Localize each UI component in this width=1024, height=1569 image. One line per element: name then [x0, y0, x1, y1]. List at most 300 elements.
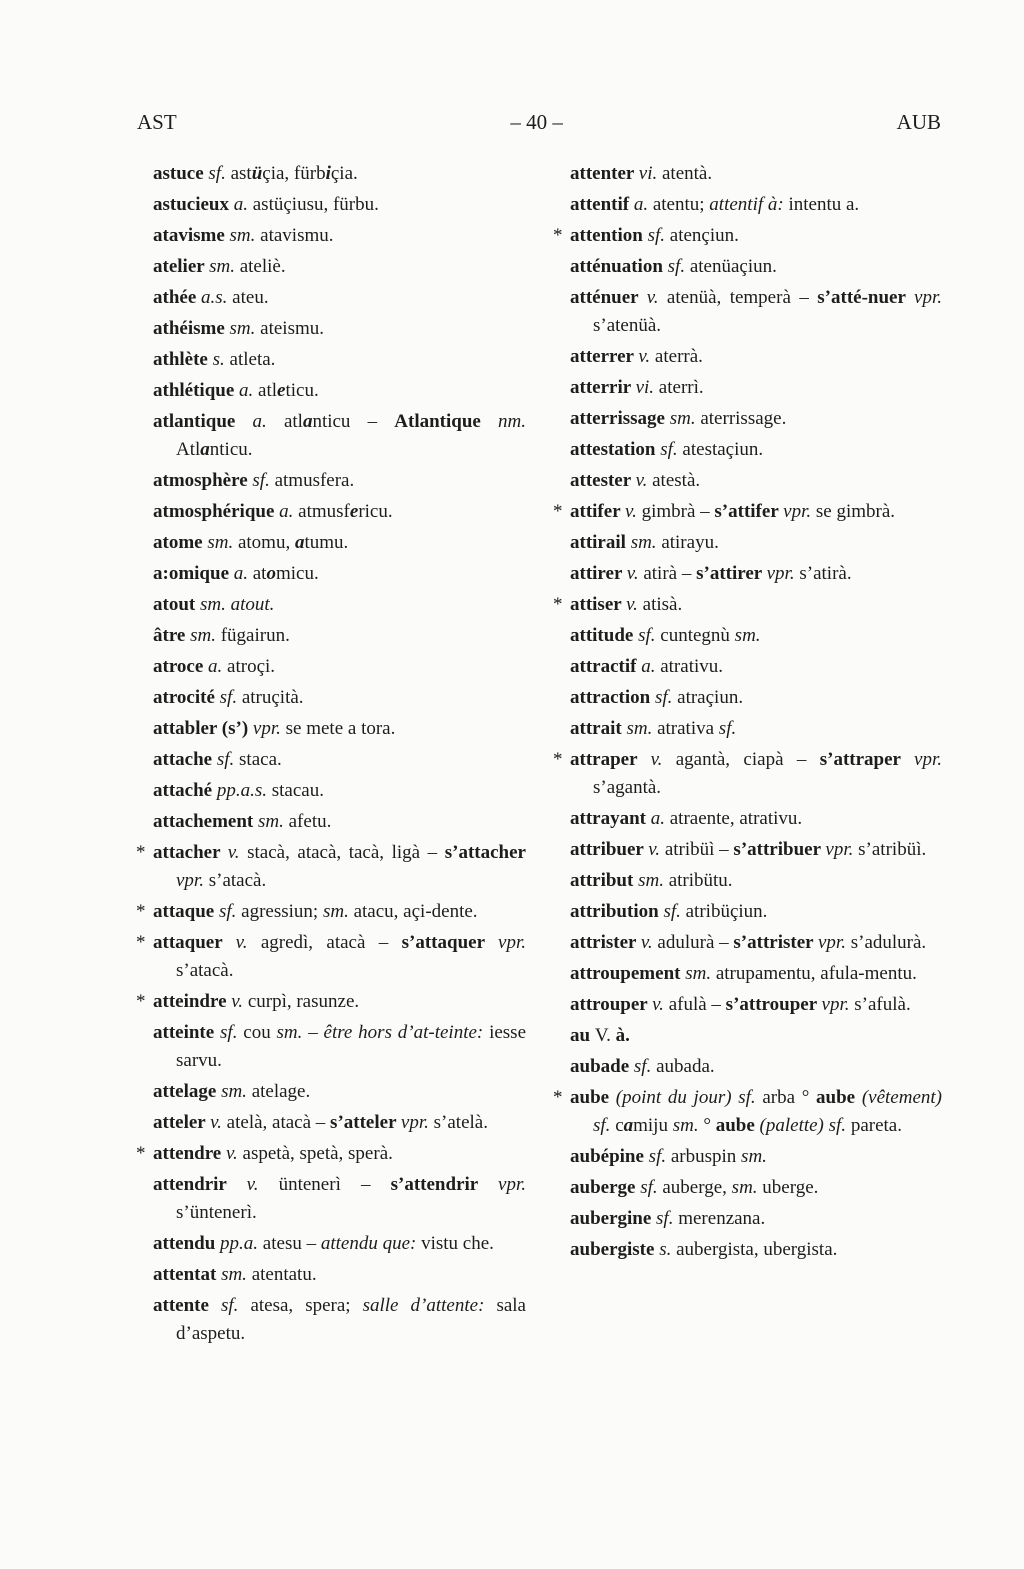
- entry-attachement: [136, 808, 526, 836]
- entry-attraction: [553, 684, 942, 712]
- text-segment: attendre: [153, 1143, 226, 1164]
- text-segment: gimbrà –: [641, 501, 715, 522]
- text-segment: atteinte: [153, 1022, 221, 1043]
- text-segment: nm.: [498, 411, 526, 432]
- text-segment: atleta.: [229, 349, 276, 370]
- text-segment: agantà, ciapà –: [675, 749, 820, 770]
- text-segment: atribüçiun.: [685, 901, 768, 922]
- text-segment: s’atenüà.: [593, 315, 662, 336]
- text-segment: aterrà.: [654, 346, 703, 367]
- text-segment: aube: [715, 1115, 760, 1136]
- text-segment: a.: [633, 194, 653, 215]
- text-segment: a.: [650, 808, 670, 829]
- entry-attrait: [553, 715, 942, 743]
- text-segment: çia.: [330, 163, 358, 184]
- text-segment: cou: [243, 1022, 277, 1043]
- text-segment: attraction: [570, 687, 655, 708]
- text-segment: atrativu.: [660, 656, 723, 677]
- text-segment: atrupamentu, afula-mentu.: [715, 963, 917, 984]
- text-segment: s’atelà.: [433, 1112, 488, 1133]
- dictionary-column-left: [136, 160, 526, 1351]
- guide-word-right: AUB: [896, 110, 941, 134]
- text-segment: atavismu.: [260, 225, 334, 246]
- entry-atteler: [136, 1109, 526, 1137]
- text-segment: s’afulà.: [854, 994, 911, 1015]
- text-segment: attribution: [570, 901, 664, 922]
- text-segment: ricu.: [358, 501, 393, 522]
- entry-astuce: [136, 160, 526, 188]
- text-segment: a.: [239, 380, 259, 401]
- text-segment: a.s.: [201, 287, 233, 308]
- text-segment: atroçi.: [227, 656, 276, 677]
- text-segment: vpr.: [400, 1112, 434, 1133]
- text-segment: a: [623, 1115, 634, 1136]
- text-segment: sf.: [208, 163, 231, 184]
- text-segment: vpr.: [914, 749, 943, 770]
- text-segment: atentà.: [661, 163, 713, 184]
- text-segment: tumu.: [304, 532, 349, 553]
- text-segment: atesu –: [262, 1233, 321, 1254]
- entry-astucieux: [136, 191, 526, 219]
- text-segment: atestaçiun.: [682, 439, 764, 460]
- text-segment: attache: [153, 749, 217, 770]
- text-segment: stacau.: [271, 780, 324, 801]
- text-segment: attifer: [570, 501, 626, 522]
- text-segment: attaché: [153, 780, 217, 801]
- entry-attentat: [136, 1261, 526, 1289]
- text-segment: a:omique: [153, 563, 234, 584]
- text-segment: s’üntenerì.: [176, 1202, 257, 1223]
- entry-attrouper: [553, 991, 942, 1019]
- text-segment: sm.: [221, 1264, 252, 1285]
- text-segment: arbuspin: [670, 1146, 742, 1167]
- text-segment: attester: [570, 470, 636, 491]
- dictionary-column-right: [553, 160, 942, 1267]
- text-segment: sm.: [669, 408, 701, 429]
- text-segment: °: [703, 1115, 716, 1136]
- text-segment: iesse sarvu.: [176, 1022, 526, 1071]
- text-segment: atestà.: [652, 470, 701, 491]
- entry-attache: [136, 746, 526, 774]
- text-segment: s’attraper: [819, 749, 915, 770]
- text-segment: atavisme: [153, 225, 230, 246]
- entry-attitude: [553, 622, 942, 650]
- text-segment: cuntegnù: [660, 625, 735, 646]
- text-segment: atmusfera.: [274, 470, 355, 491]
- text-segment: ateismu.: [260, 318, 324, 339]
- star-marker: *: [136, 901, 146, 922]
- entry-atterrir: [553, 374, 942, 402]
- text-segment: sm.: [209, 256, 240, 277]
- text-segment: attendu que:: [320, 1233, 422, 1254]
- entry-attraper: [553, 746, 942, 802]
- text-segment: staca.: [239, 749, 282, 770]
- page-number: – 40 –: [510, 110, 563, 134]
- text-segment: s’attendrir: [390, 1174, 499, 1195]
- text-segment: uberge.: [762, 1177, 819, 1198]
- text-segment: sm.: [322, 901, 354, 922]
- text-segment: v.: [226, 1143, 243, 1164]
- text-segment: aspetà, spetà, sperà.: [242, 1143, 393, 1164]
- entry-atavisme: [136, 222, 526, 250]
- entry-aube: [553, 1084, 942, 1140]
- text-segment: attention: [570, 225, 648, 246]
- text-segment: s’atacà.: [176, 960, 234, 981]
- text-segment: i: [325, 163, 331, 184]
- text-segment: pareta.: [850, 1115, 902, 1136]
- text-segment: s’attirer: [696, 563, 767, 584]
- text-segment: a.: [233, 194, 253, 215]
- star-marker: *: [553, 225, 563, 246]
- text-segment: attacher: [153, 842, 228, 863]
- text-segment: attrouper: [570, 994, 653, 1015]
- text-segment: sala d’aspetu.: [176, 1295, 526, 1344]
- text-segment: athéisme: [153, 318, 230, 339]
- text-segment: attachement: [153, 811, 258, 832]
- text-segment: v.: [640, 932, 658, 953]
- entry-aubepine: [553, 1143, 942, 1171]
- text-segment: s.: [212, 349, 230, 370]
- text-segment: fügairun.: [220, 625, 290, 646]
- text-segment: sm.: [734, 625, 761, 646]
- text-segment: s.: [659, 1239, 677, 1260]
- text-segment: attenter: [570, 163, 639, 184]
- text-segment: arba °: [762, 1087, 817, 1108]
- text-segment: o: [266, 563, 276, 584]
- text-segment: at: [252, 563, 267, 584]
- text-segment: atmosphérique: [153, 501, 280, 522]
- text-segment: agressiun;: [241, 901, 323, 922]
- text-segment: vi.: [635, 377, 659, 398]
- text-segment: sf.: [218, 901, 242, 922]
- text-segment: Atlantique: [394, 411, 498, 432]
- entry-attribuer: [553, 836, 942, 864]
- text-segment: sf.: [660, 439, 683, 460]
- text-segment: athlétique: [153, 380, 240, 401]
- text-segment: adulurà –: [657, 932, 734, 953]
- text-segment: curpì, rasunze.: [247, 991, 360, 1012]
- text-segment: v.: [652, 994, 669, 1015]
- text-segment: aube: [816, 1087, 862, 1108]
- text-segment: vpr.: [817, 932, 851, 953]
- entry-athlete: [136, 346, 526, 374]
- text-segment: aterrì.: [658, 377, 704, 398]
- text-segment: e: [277, 380, 286, 401]
- text-segment: sm.: [630, 532, 662, 553]
- entry-atteindre: [136, 988, 526, 1016]
- entry-attribution: [553, 898, 942, 926]
- text-segment: sm.: [207, 532, 238, 553]
- text-segment: çia, fürb: [262, 163, 326, 184]
- entry-attaquer: [136, 929, 526, 985]
- entry-attacher: [136, 839, 526, 895]
- text-segment: attestation: [570, 439, 661, 460]
- text-segment: e: [349, 501, 359, 522]
- text-segment: attaque: [153, 901, 219, 922]
- text-segment: s’atteler: [330, 1112, 401, 1133]
- entry-attroupement: [553, 960, 942, 988]
- text-segment: aubada.: [656, 1056, 715, 1077]
- entry-atteinte: [136, 1019, 526, 1075]
- entry-atre: [136, 622, 526, 650]
- text-segment: être hors d’at-teinte:: [323, 1022, 490, 1043]
- text-segment: v.: [210, 1112, 227, 1133]
- entry-atout: [136, 591, 526, 619]
- text-segment: atentu;: [652, 194, 710, 215]
- text-segment: atraente, atrativu.: [669, 808, 803, 829]
- text-segment: atténuation: [570, 256, 668, 277]
- text-segment: atl: [283, 411, 303, 432]
- text-segment: v.: [231, 991, 248, 1012]
- entry-atterrissage: [553, 405, 942, 433]
- text-segment: pp.a.: [220, 1233, 263, 1254]
- text-segment: astüçiusu, fürbu.: [252, 194, 379, 215]
- text-segment: sf.: [648, 1146, 671, 1167]
- entry-attendu: [136, 1230, 526, 1258]
- text-segment: attiser: [570, 594, 627, 615]
- text-segment: a.: [279, 501, 299, 522]
- text-segment: a.: [641, 656, 661, 677]
- text-segment: sf.: [216, 749, 240, 770]
- text-segment: sf.: [220, 1022, 244, 1043]
- text-segment: âtre: [153, 625, 191, 646]
- text-segment: sf.: [718, 718, 737, 739]
- entry-attendre: [136, 1140, 526, 1168]
- text-segment: atruçità.: [241, 687, 304, 708]
- star-marker: *: [136, 932, 146, 953]
- text-segment: s’attifer: [714, 501, 784, 522]
- text-segment: a: [294, 532, 305, 553]
- text-segment: attentif: [570, 194, 634, 215]
- text-segment: s’attribuer: [733, 839, 826, 860]
- text-segment: atribüì –: [664, 839, 734, 860]
- text-segment: atençiun.: [669, 225, 739, 246]
- text-segment: v.: [650, 749, 676, 770]
- text-segment: sf.: [220, 1295, 251, 1316]
- text-segment: attractif: [570, 656, 642, 677]
- text-segment: atl: [258, 380, 278, 401]
- text-segment: a.: [208, 656, 228, 677]
- text-segment: (vêtement) sf.: [593, 1087, 942, 1136]
- entry-attendrir: [136, 1171, 526, 1227]
- text-segment: aterrissage.: [700, 408, 787, 429]
- text-segment: atirayu.: [661, 532, 719, 553]
- text-segment: s’attaquer: [401, 932, 499, 953]
- text-segment: ticu.: [285, 380, 319, 401]
- text-segment: au: [570, 1025, 595, 1046]
- text-segment: attrister: [570, 932, 641, 953]
- text-segment: attitude: [570, 625, 639, 646]
- text-segment: sf.: [647, 225, 670, 246]
- text-segment: vpr.: [914, 287, 943, 308]
- text-segment: nticu –: [312, 411, 395, 432]
- entry-atroce: [136, 653, 526, 681]
- text-segment: attirail: [570, 532, 631, 553]
- text-segment: attentif à:: [709, 194, 789, 215]
- text-segment: üntenerì –: [278, 1174, 391, 1195]
- text-segment: atrativa: [657, 718, 719, 739]
- text-segment: sf.: [633, 1056, 657, 1077]
- entry-attrister: [553, 929, 942, 957]
- star-marker: *: [553, 594, 563, 615]
- text-segment: ü: [251, 163, 263, 184]
- entry-attenter: [553, 160, 942, 188]
- text-segment: sm.: [672, 1115, 704, 1136]
- text-segment: afulà –: [668, 994, 726, 1015]
- text-segment: nticu.: [209, 439, 253, 460]
- entry-atmospherique: [136, 498, 526, 526]
- text-segment: v.: [646, 287, 667, 308]
- text-segment: sf.: [663, 901, 686, 922]
- page-header: [137, 110, 941, 134]
- text-segment: atterrissage: [570, 408, 670, 429]
- text-segment: attaquer: [153, 932, 236, 953]
- entry-attiser: [553, 591, 942, 619]
- text-segment: atentatu.: [251, 1264, 317, 1285]
- text-segment: (point du jour) sf.: [615, 1087, 763, 1108]
- text-segment: sm.: [221, 1081, 252, 1102]
- text-segment: auberge,: [662, 1177, 732, 1198]
- star-marker: *: [553, 501, 563, 522]
- text-segment: sm.: [741, 1146, 767, 1167]
- entry-attache-pp: [136, 777, 526, 805]
- text-segment: atout: [153, 594, 200, 615]
- text-segment: miju: [633, 1115, 673, 1136]
- text-segment: atterrer: [570, 346, 639, 367]
- text-segment: v.: [626, 563, 644, 584]
- entry-attention: [553, 222, 942, 250]
- text-segment: aubergiste: [570, 1239, 660, 1260]
- text-segment: vpr.: [498, 1174, 526, 1195]
- entry-attaque: [136, 898, 526, 926]
- text-segment: salle d’attente:: [362, 1295, 497, 1316]
- text-segment: attroupement: [570, 963, 686, 984]
- text-segment: vpr.: [825, 839, 859, 860]
- text-segment: vpr.: [821, 994, 855, 1015]
- text-segment: v.: [235, 932, 261, 953]
- text-segment: attraper: [570, 749, 651, 770]
- text-segment: atlantique: [153, 411, 253, 432]
- text-segment: se mete a tora.: [285, 718, 396, 739]
- entry-atmosphere: [136, 467, 526, 495]
- entry-atheisme: [136, 315, 526, 343]
- text-segment: atelage.: [251, 1081, 311, 1102]
- text-segment: vpr.: [498, 932, 526, 953]
- text-segment: auberge: [570, 1177, 641, 1198]
- text-segment: aubergista, ubergista.: [676, 1239, 838, 1260]
- text-segment: vistu che.: [421, 1233, 494, 1254]
- text-segment: s’attrouper: [725, 994, 822, 1015]
- text-segment: sm.: [638, 870, 669, 891]
- text-segment: aubergine: [570, 1208, 657, 1229]
- text-segment: atisà.: [642, 594, 683, 615]
- text-segment: vi.: [638, 163, 662, 184]
- entry-aubergiste: [553, 1236, 942, 1264]
- text-segment: atenüà, temperà –: [666, 287, 818, 308]
- text-segment: sf.: [640, 1177, 663, 1198]
- text-segment: attribuer: [570, 839, 649, 860]
- text-segment: c: [615, 1115, 624, 1136]
- text-segment: attentat: [153, 1264, 222, 1285]
- text-segment: attelage: [153, 1081, 222, 1102]
- text-segment: attrait: [570, 718, 627, 739]
- text-segment: a.: [252, 411, 284, 432]
- text-segment: atacu, açi-dente.: [353, 901, 478, 922]
- text-segment: sm.: [258, 811, 289, 832]
- text-segment: v.: [626, 594, 643, 615]
- text-segment: attendrir: [153, 1174, 247, 1195]
- text-segment: atroce: [153, 656, 209, 677]
- text-segment: atirà –: [643, 563, 697, 584]
- guide-word-left: AST: [137, 110, 177, 134]
- text-segment: v.: [638, 346, 655, 367]
- text-segment: sf.: [656, 1208, 679, 1229]
- text-segment: merenzana.: [678, 1208, 766, 1229]
- text-segment: s’attrister: [733, 932, 818, 953]
- entry-attifer: [553, 498, 942, 526]
- text-segment: se gimbrà.: [815, 501, 896, 522]
- text-segment: s’agantà.: [593, 777, 662, 798]
- text-segment: stacà, atacà, tacà, ligà –: [247, 842, 445, 863]
- entry-attentif: [553, 191, 942, 219]
- text-segment: aubade: [570, 1056, 634, 1077]
- text-segment: Atl: [176, 439, 201, 460]
- text-segment: V.: [594, 1025, 616, 1046]
- text-segment: sm.: [626, 718, 658, 739]
- entry-athee: [136, 284, 526, 312]
- entry-au: [553, 1022, 942, 1050]
- text-segment: atteindre: [153, 991, 232, 1012]
- text-segment: sm.: [731, 1177, 763, 1198]
- text-segment: atteler: [153, 1112, 211, 1133]
- text-segment: attabler (s’): [153, 718, 253, 739]
- text-segment: afetu.: [288, 811, 332, 832]
- text-segment: atenüaçiun.: [689, 256, 777, 277]
- star-marker: *: [553, 1087, 563, 1108]
- text-segment: ateliè.: [239, 256, 286, 277]
- entry-attirer: [553, 560, 942, 588]
- text-segment: v.: [625, 501, 642, 522]
- star-marker: *: [136, 991, 146, 1012]
- text-segment: à.: [615, 1025, 630, 1046]
- text-segment: ateu.: [232, 287, 269, 308]
- text-segment: v.: [648, 839, 665, 860]
- text-segment: attirer: [570, 563, 627, 584]
- text-segment: agredì, atacà –: [260, 932, 402, 953]
- text-segment: atrocité: [153, 687, 220, 708]
- star-marker: *: [136, 1143, 146, 1164]
- text-segment: a: [200, 439, 210, 460]
- text-segment: s’adulurà.: [850, 932, 927, 953]
- entry-attrayant: [553, 805, 942, 833]
- text-segment: ast: [230, 163, 252, 184]
- text-segment: athlète: [153, 349, 213, 370]
- text-segment: sm.: [685, 963, 716, 984]
- entry-atrocite: [136, 684, 526, 712]
- entry-atomique: [136, 560, 526, 588]
- text-segment: v.: [635, 470, 653, 491]
- text-segment: a: [302, 411, 313, 432]
- text-segment: s’atirà.: [799, 563, 852, 584]
- text-segment: sm.: [229, 318, 261, 339]
- entry-attractif: [553, 653, 942, 681]
- entry-attente: [136, 1292, 526, 1348]
- text-segment: attente: [153, 1295, 221, 1316]
- entry-auberge: [553, 1174, 942, 1202]
- entry-atelier: [136, 253, 526, 281]
- text-segment: atelà, atacà –: [226, 1112, 331, 1133]
- text-segment: sm. atout.: [199, 594, 275, 615]
